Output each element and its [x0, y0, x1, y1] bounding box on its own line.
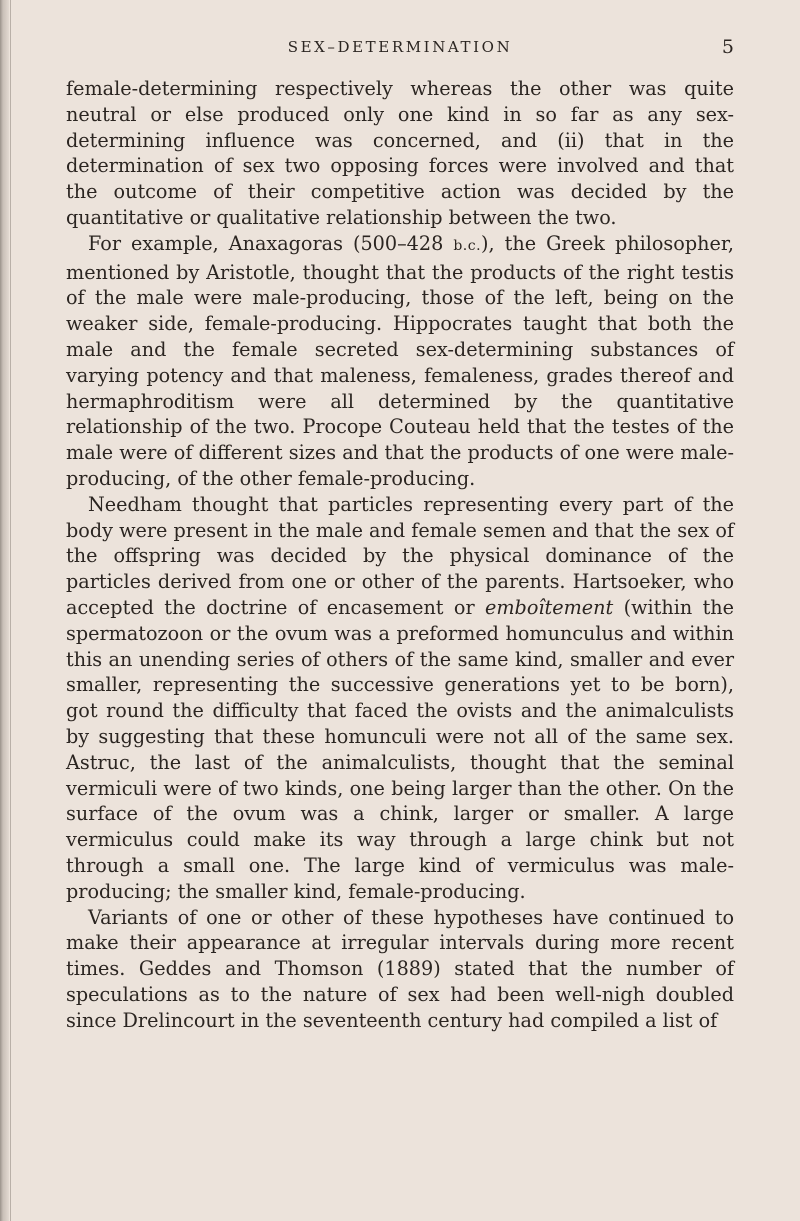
book-spine-shadow — [0, 0, 9, 1221]
paragraph-text: female-determining respectively whereas the other was quite neutral or else produced only one kind in so far as any sex-determining influence was concerned, and (ii) that in the determination of sex two opposing forces were involved and that the outcome of their competitive action was decided by the quantitative or qualitative relationship between the two. — [66, 77, 734, 229]
page-gutter-line — [10, 0, 11, 1221]
paragraph-text: Needham thought that particles representing every part of the body were present in the male and female semen and that the sex of the offspring was decided by the physical dominance of the particles derived from one or other of the parents. Hartsoeker, who accepted the doctrine of encasement or — [66, 492, 734, 619]
paragraph-needham — [66, 492, 734, 905]
paragraph-text: Variants of one or other of these hypotheses have continued to make their appearance at irregular intervals during more recent times. Geddes and Thomson (1889) stated that the number of speculations as to the nature of sex had been well-nigh doubled since Drelincourt in the seventeenth century had compiled a list of — [66, 905, 734, 1032]
running-title: SEX–DETERMINATION — [287, 38, 513, 56]
page-body — [66, 76, 734, 1033]
paragraph-text: ), the Greek philosopher, mentioned by Aristotle, thought that the products of the right testis of the male were male-producing, those of the left, being on the weaker side, female-producing. Hippocrates taught that both the male and the female secreted sex-determining substances of varying potency and that maleness, femaleness, grades thereof and hermaphroditism were all determined by the quantitative relationship of the two. Procope Couteau held that the testes of the male were of different sizes and that the products of one were male-producing, of the other female-producing. — [66, 231, 734, 490]
italic-term: emboîtement — [485, 595, 614, 619]
paragraph-text: (within the spermatozoon or the ovum was a preformed homunculus and within this an unending series of others of the same kind, smaller and ever smaller, representing the successive generations yet to be born), got round the difficulty that faced the ovists and the animalculists by suggesting that these homunculi were not all of the same sex. Astruc, the last of the animalculists, thought that the seminal vermiculi were of two kinds, one being larger than the other. On the surface of the ovum was a chink, larger or smaller. A large vermiculus could make its way through a large chink but not through a small one. The large kind of vermiculus was male-producing; the smaller kind, female-producing. — [66, 595, 734, 903]
paragraph-anaxagoras — [66, 231, 734, 492]
paragraph-variants — [66, 905, 734, 1034]
paragraph-continuation — [66, 76, 734, 231]
page-number: 5 — [721, 36, 734, 58]
page-header — [66, 36, 734, 60]
paragraph-text: For example, Anaxagoras (500–428 — [88, 231, 454, 255]
era-abbreviation: b.c. — [453, 237, 482, 254]
